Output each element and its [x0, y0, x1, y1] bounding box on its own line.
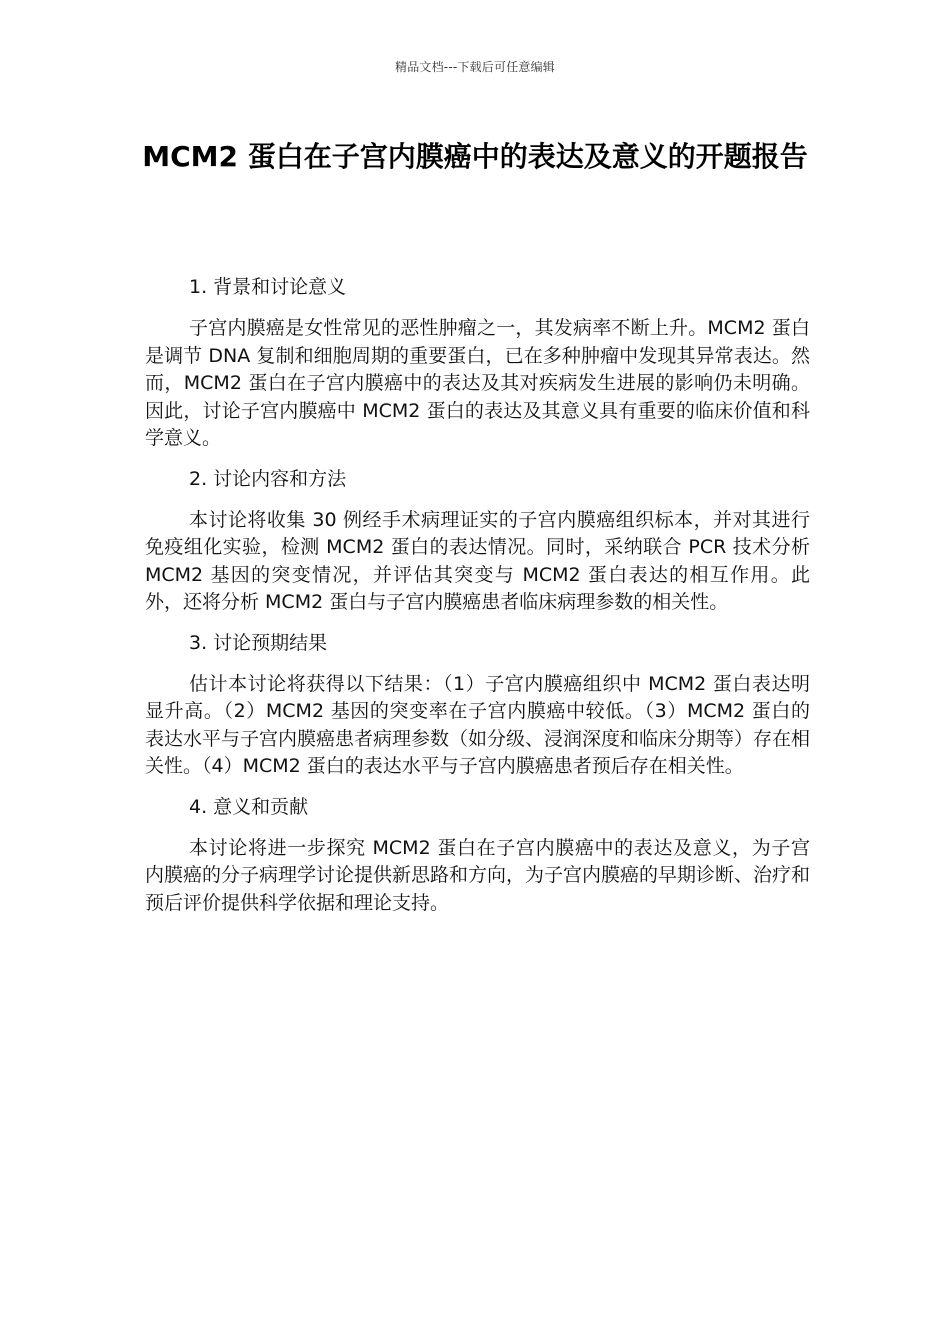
section-heading-methods: 2. 讨论内容和方法 [189, 467, 347, 490]
document-title: MCM2 蛋白在子宫内膜癌中的表达及意义的开题报告 [142, 140, 808, 173]
section-paragraph-background: 子宫内膜癌是女性常见的恶性肿瘤之一，其发病率不断上升。MCM2 蛋白是调节 DNA 复制和细胞周期的重要蛋白，已在多种肿瘤中发现其异常表达。然而，MCM2 蛋白在子宫内膜癌中的表达及其对疾病发生进展的影响仍未明确。因此，讨论子宫内膜癌中 MCM2 蛋白的表达及其意义具有重要的临床价值和科学意义。 [145, 317, 810, 449]
section-paragraph-methods: 本讨论将收集 30 例经手术病理证实的子宫内膜癌组织标本，并对其进行免疫组化实验，检测 MCM2 蛋白的表达情况。同时，采纳联合 PCR 技术分析 MCM2 基因的突变情况，并评估其突变与 MCM2 蛋白表达的相互作用。此外，还将分析 MCM2 蛋白与子宫内膜癌患者临床病理参数的相关性。 [145, 508, 810, 613]
section-heading-expected-results: 3. 讨论预期结果 [189, 631, 328, 654]
page-header-note: 精品文档---下载后可任意编辑 [395, 60, 555, 74]
section-paragraph-significance: 本讨论将进一步探究 MCM2 蛋白在子宫内膜癌中的表达及意义，为子宫内膜癌的分子病理学讨论提供新思路和方向，为子宫内膜癌的早期诊断、治疗和预后评价提供科学依据和理论支持。 [145, 836, 811, 914]
section-paragraph-expected-results: 估计本讨论将获得以下结果：（1）子宫内膜癌组织中 MCM2 蛋白表达明显升高。（2）MCM2 基因的突变率在子宫内膜癌中较低。（3）MCM2 蛋白的表达水平与子宫内膜癌患者病理参数（如分级、浸润深度和临床分期等）存在相关性。（4）MCM2 蛋白的表达水平与子宫内膜癌患者预后存在相关性。 [145, 672, 811, 777]
document-body [145, 270, 810, 917]
section-heading-significance: 4. 意义和贡献 [189, 795, 309, 818]
section-heading-background: 1. 背景和讨论意义 [189, 276, 347, 298]
